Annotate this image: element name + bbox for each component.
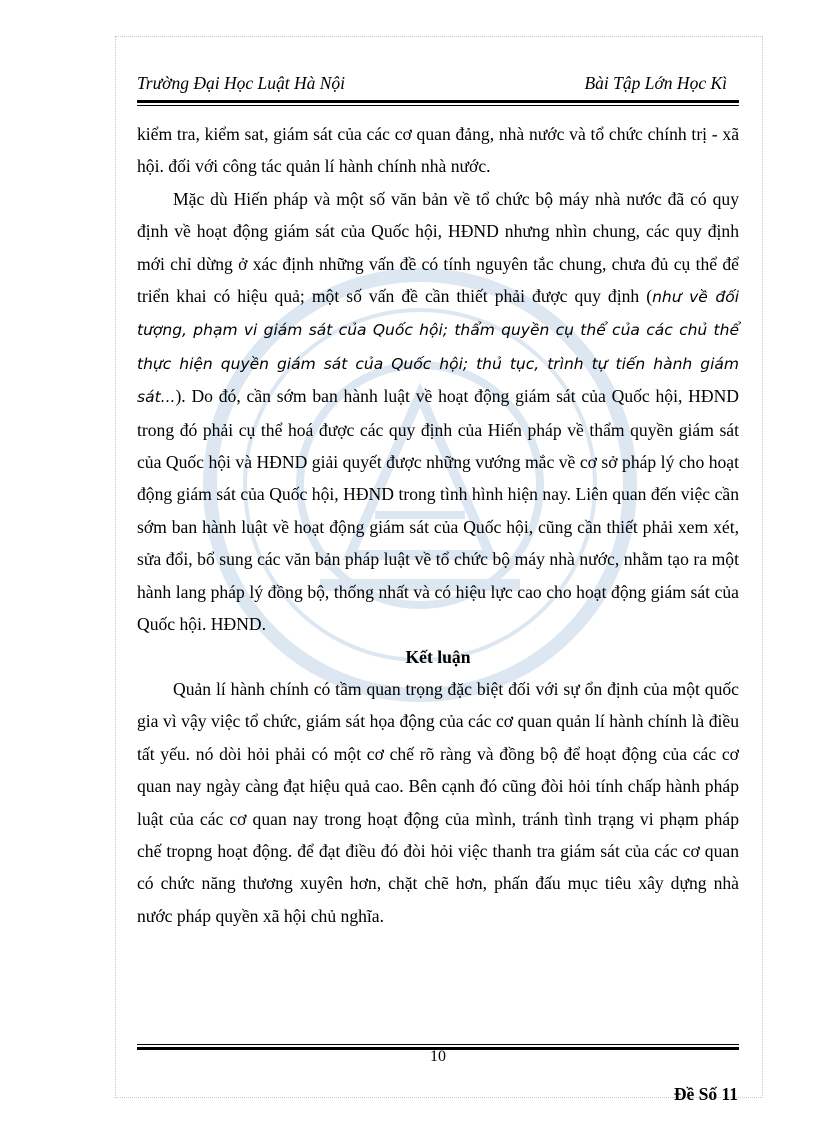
header-rule <box>137 100 739 106</box>
paragraph-2-end: ). Do đó, cần sớm ban hành luật về hoạt động giám sát của Quốc hội, HĐND trong đó phải cụ thể hoá được các quy định của Hiến pháp về thẩm quyền giám sát của Quốc hội và HĐND giải quyết được những vướng mắc về cơ sở pháp lý cho hoạt động giám sát của Quốc hội, HĐND trong tình hình hiện nay. Liên quan đến việc cần sớm ban hành luật về hoạt động giám sát của Quốc hội, cũng cần thiết phải xem xét, sửa đổi, bổ sung các văn bản pháp luật về tổ chức bộ máy nhà nước, nhằm tạo ra một hành lang pháp lý đồng bộ, thống nhất và có hiệu lực cao cho hoạt động giám sát của Quốc hội. HĐND. <box>137 386 739 635</box>
paragraph-2-italic: như về đối tượng, phạm vi giám sát của Quốc hội; thẩm quyền cụ thể của các chủ thể thực hiện quyền giám sát của Quốc hội; thủ tục, trình tự tiến hành giám sát... <box>137 288 739 407</box>
paragraph-1: kiểm tra, kiểm sat, giám sát của các cơ quan đảng, nhà nước và tổ chức chính trị - xã hội. đối với công tác quản lí hành chính nhà nước. <box>137 124 739 177</box>
page-header <box>137 73 739 99</box>
footer-exam-number: Đề Số 11 <box>673 1084 738 1104</box>
header-assignment-title: Bài Tập Lớn Học Kì <box>584 73 727 93</box>
paragraph-2-start: Mặc dù Hiến pháp và một số văn bản về tổ chức bộ máy nhà nước đã có quy định về hoạt động giám sát của Quốc hội, HĐND nhưng nhìn chung, các quy định mới chỉ dừng ở xác định những vấn đề có tính nguyên tắc chung, chưa đủ cụ thể để triển khai có hiệu quả; một số vấn đề cần thiết phải được quy định ( <box>137 188 739 307</box>
header-school-name: Trường Đại Học Luật Hà Nội <box>137 73 346 93</box>
paragraph-3: Quản lí hành chính có tầm quan trọng đặc biệt đối với sự ổn định của một quốc gia vì vậy việc tổ chức, giám sát họa động của các cơ quan quản lí hành chính là điều tất yếu. nó dòi hỏi phải có một cơ chế rõ ràng và đồng bộ để hoạt động của các cơ quan nay ngày càng đạt hiệu quả cao. Bên cạnh đó cũng đòi hỏi tính chấp hành pháp luật của các cơ quan nay trong hoạt động của mình, tránh tình trạng vi phạm pháp chế tropng hoạt động. để đạt điều đó đòi hỏi việc thanh tra giám sát của các cơ quan có chức năng thương xuyên hơn, chặt chẽ hơn, phấn đấu mục tiêu xây dựng nhà nước pháp quyền xã hội chủ nghĩa. <box>137 678 739 926</box>
section-heading: Kết luận <box>405 646 471 667</box>
document-body <box>137 118 739 932</box>
paragraph-2 <box>137 183 739 641</box>
page-number: 10 <box>430 1048 446 1065</box>
